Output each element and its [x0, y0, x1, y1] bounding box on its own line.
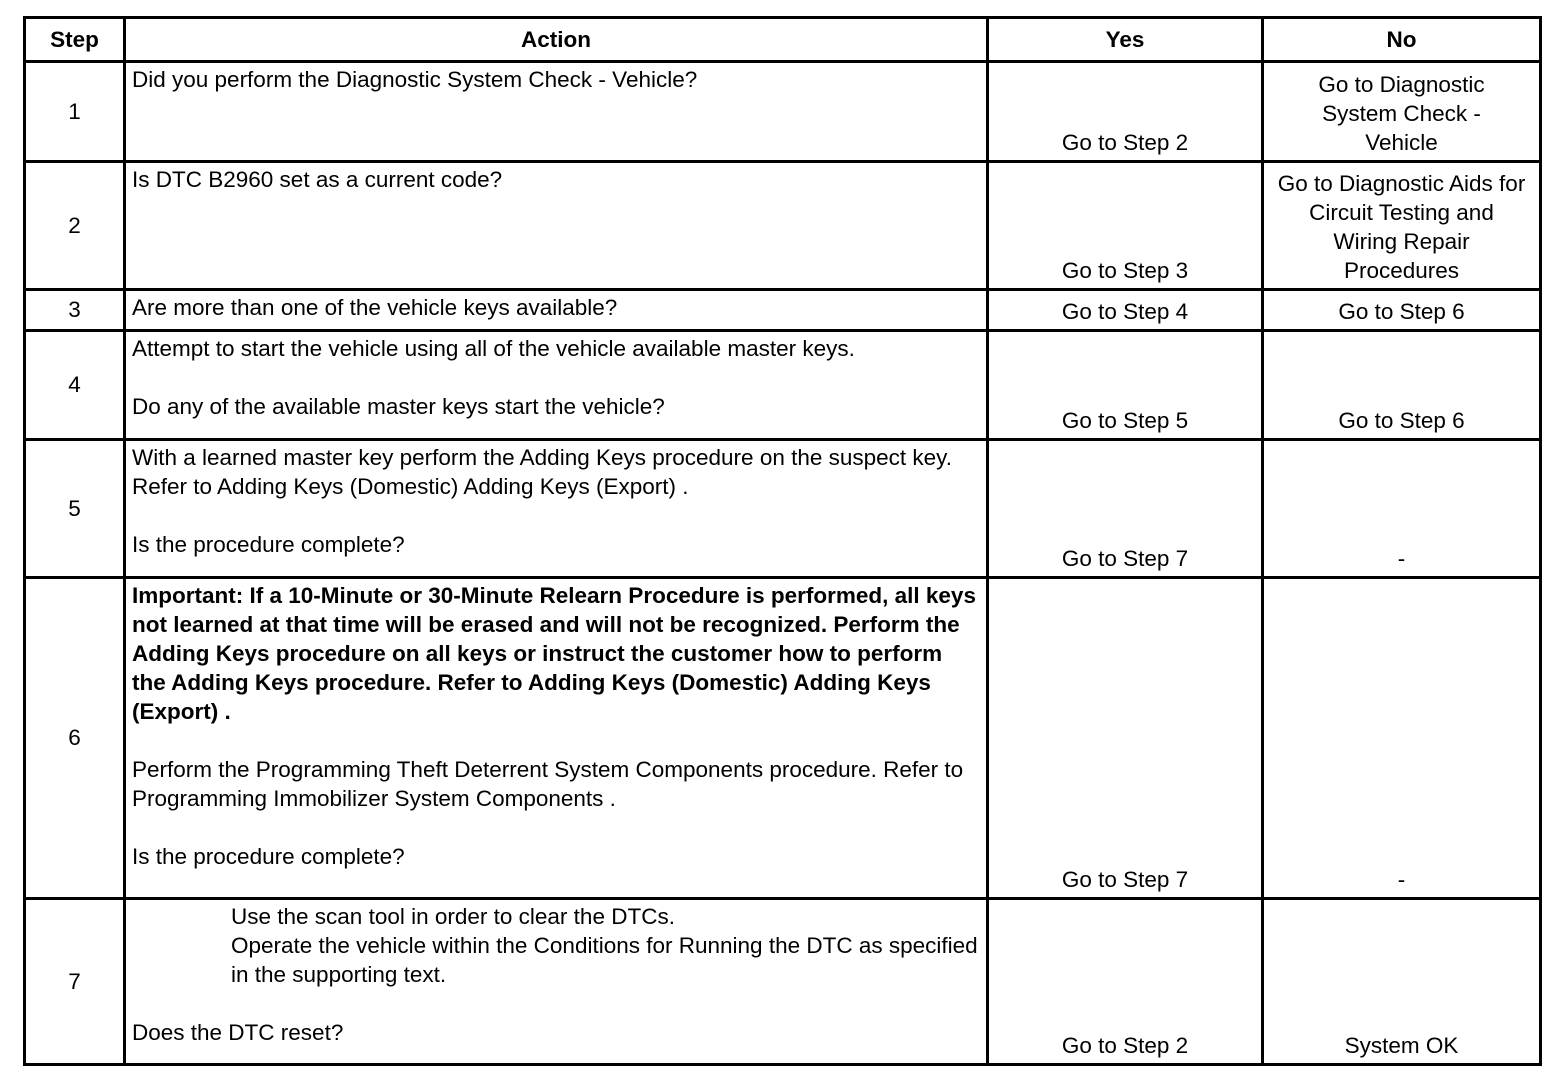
no-cell: Go to Step 6 — [1263, 331, 1541, 440]
header-action: Action — [125, 18, 988, 62]
action-question: Is the procedure complete? — [132, 844, 405, 869]
action-text: Did you perform the Diagnostic System Check - Vehicle? — [132, 67, 698, 92]
step-number: 1 — [25, 62, 125, 162]
header-step: Step — [25, 18, 125, 62]
yes-cell: Go to Step 2 — [988, 899, 1263, 1065]
yes-cell: Go to Step 4 — [988, 290, 1263, 331]
action-text: With a learned master key perform the Adding Keys procedure on the suspect key. Refer to Adding Keys (Domestic) Adding Keys (Export) . — [132, 445, 953, 499]
no-cell: Go to Diagnostic Aids for Circuit Testing and Wiring Repair Procedures — [1263, 162, 1541, 290]
action-cell — [125, 162, 988, 290]
action-question: Is the procedure complete? — [132, 532, 405, 557]
action-cell — [125, 899, 988, 1065]
substep-2: Operate the vehicle within the Conditions for Running the DTC as specified in the supporting text. — [231, 933, 978, 987]
action-cell — [125, 440, 988, 578]
action-text: Are more than one of the vehicle keys available? — [132, 295, 618, 320]
no-cell: Go to Diagnostic System Check - Vehicle — [1263, 62, 1541, 162]
table-row-step-7 — [25, 899, 1541, 1065]
yes-cell: Go to Step 5 — [988, 331, 1263, 440]
table-row-step-1 — [25, 62, 1541, 162]
diagnostic-table — [23, 16, 1542, 1066]
yes-cell: Go to Step 2 — [988, 62, 1263, 162]
step-number: 5 — [25, 440, 125, 578]
action-cell — [125, 290, 988, 331]
table-row-step-3 — [25, 290, 1541, 331]
substep-1: Use the scan tool in order to clear the DTCs. — [231, 904, 675, 929]
step-number: 2 — [25, 162, 125, 290]
action-cell — [125, 62, 988, 162]
no-cell: - — [1263, 578, 1541, 899]
table-row-step-5 — [25, 440, 1541, 578]
yes-cell: Go to Step 7 — [988, 440, 1263, 578]
yes-cell: Go to Step 7 — [988, 578, 1263, 899]
table-row-step-4 — [25, 331, 1541, 440]
important-note: Important: If a 10-Minute or 30-Minute Relearn Procedure is performed, all keys not learned at that time will be erased and will not be recognized. Perform the Adding Keys procedure on all keys or instruct the customer how to perform the Adding Keys procedure. Refer to Adding Keys (Domestic) Adding Keys (Export) . — [132, 583, 976, 724]
action-question: Does the DTC reset? — [132, 1020, 344, 1045]
action-text: Is DTC B2960 set as a current code? — [132, 167, 503, 192]
step-number: 4 — [25, 331, 125, 440]
action-text: Perform the Programming Theft Deterrent System Components procedure. Refer to Programming Immobilizer System Components . — [132, 757, 964, 811]
table-row-step-2 — [25, 162, 1541, 290]
no-cell: Go to Step 6 — [1263, 290, 1541, 331]
step-number: 3 — [25, 290, 125, 331]
table-row-step-6 — [25, 578, 1541, 899]
no-cell: - — [1263, 440, 1541, 578]
action-question: Do any of the available master keys start the vehicle? — [132, 394, 665, 419]
header-yes: Yes — [988, 18, 1263, 62]
header-no: No — [1263, 18, 1541, 62]
action-text: Attempt to start the vehicle using all of the vehicle available master keys. — [132, 336, 855, 361]
step-number: 6 — [25, 578, 125, 899]
header-row — [25, 18, 1541, 62]
action-cell — [125, 578, 988, 899]
step-number: 7 — [25, 899, 125, 1065]
action-cell — [125, 331, 988, 440]
no-cell: System OK — [1263, 899, 1541, 1065]
yes-cell: Go to Step 3 — [988, 162, 1263, 290]
